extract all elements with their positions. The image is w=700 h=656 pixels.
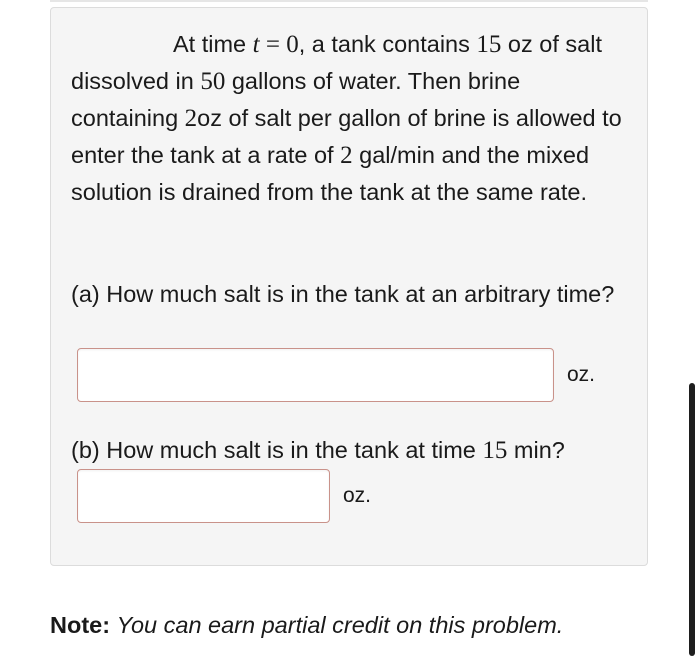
intro-text-1: At time	[173, 31, 253, 57]
part-b-unit: oz.	[343, 484, 372, 507]
problem-container	[50, 7, 648, 566]
math-2-rate: 2	[340, 142, 353, 169]
intro-text-2: , a tank contains	[298, 31, 477, 57]
part-a-answer-row	[77, 348, 595, 402]
scrollbar[interactable]	[689, 383, 695, 656]
intro-text-3: oz of salt dissolved in	[71, 31, 602, 94]
math-variable-t: t	[252, 31, 260, 58]
part-a-unit: oz.	[567, 363, 596, 386]
part-b-answer-input[interactable]	[77, 469, 330, 523]
intro-text-6: gal/min and the mixed solution is drained from the tank at the same rate.	[71, 142, 590, 205]
math-15-min: 15	[482, 437, 508, 464]
part-b-question	[71, 432, 631, 469]
part-a-question: (a) How much salt is in the tank at an arbitrary time?	[71, 281, 615, 307]
intro-text-4: gallons of water. Then brine containing	[71, 68, 521, 131]
top-divider	[50, 0, 648, 2]
part-b-text-1: (b) How much salt is in the tank at time	[71, 437, 483, 463]
math-15: 15	[476, 31, 502, 58]
note-label: Note:	[50, 612, 111, 638]
math-equals-zero: = 0	[259, 31, 299, 58]
math-2-oz: 2	[184, 105, 198, 132]
part-a-answer-input[interactable]	[77, 348, 554, 402]
math-50: 50	[200, 68, 226, 95]
note-text: You can earn partial credit on this problem.	[116, 612, 564, 638]
part-b-answer-row	[77, 469, 371, 523]
intro-text-5: oz of salt per gallon of brine is allowed to enter the tank at a rate of	[71, 105, 622, 168]
part-b-text-2: min?	[507, 437, 565, 463]
partial-credit-note	[50, 607, 563, 643]
problem-statement	[71, 26, 631, 211]
